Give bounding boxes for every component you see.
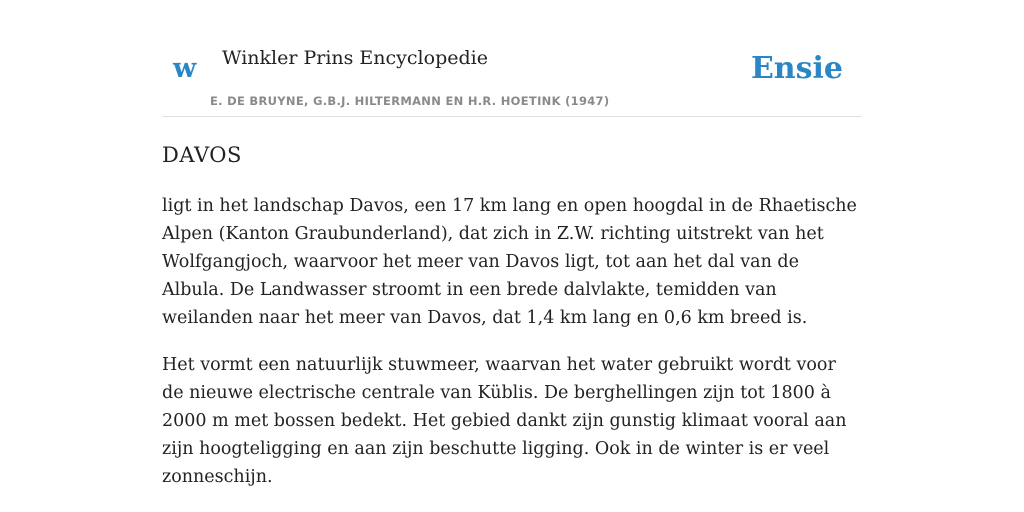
entry-title: DAVOS	[162, 143, 242, 167]
article-paragraph: Het vormt een natuurlijk stuwmeer, waarvan het water gebruikt wordt voor de nieuwe electrische centrale van Küblis. De berghellingen zijn tot 1800 à 2000 m met bossen bedekt. Het gebied dankt zijn gunstig klimaat vooral aan zijn hoogteligging en aan zijn beschutte ligging. Ook in de winter is er veel zonneschijn.	[162, 355, 847, 487]
encyclopedia-authors: E. DE BRUYNE, G.B.J. HILTERMANN EN H.R. HOETINK (1947)	[210, 94, 610, 108]
winkler-prins-logo-icon[interactable]: w	[173, 53, 197, 84]
encyclopedia-title[interactable]: Winkler Prins Encyclopedie	[222, 47, 488, 69]
article	[162, 140, 862, 491]
article-paragraph: ligt in het landschap Davos, een 17 km lang en open hoogdal in de Rhaetische Alpen (Kanton Graubunderland), dat zich in Z.W. richting uitstrekt van het Wolfgangjoch, waarvoor het meer van Davos ligt, tot aan het dal van de Albula. De Landwasser stroomt in een brede dalvlakte, temidden van weilanden naar het meer van Davos, dat 1,4 km lang en 0,6 km breed is.	[162, 196, 857, 328]
ensie-brand-link[interactable]: Ensie	[750, 51, 843, 86]
encyclopedia-header	[162, 0, 862, 117]
